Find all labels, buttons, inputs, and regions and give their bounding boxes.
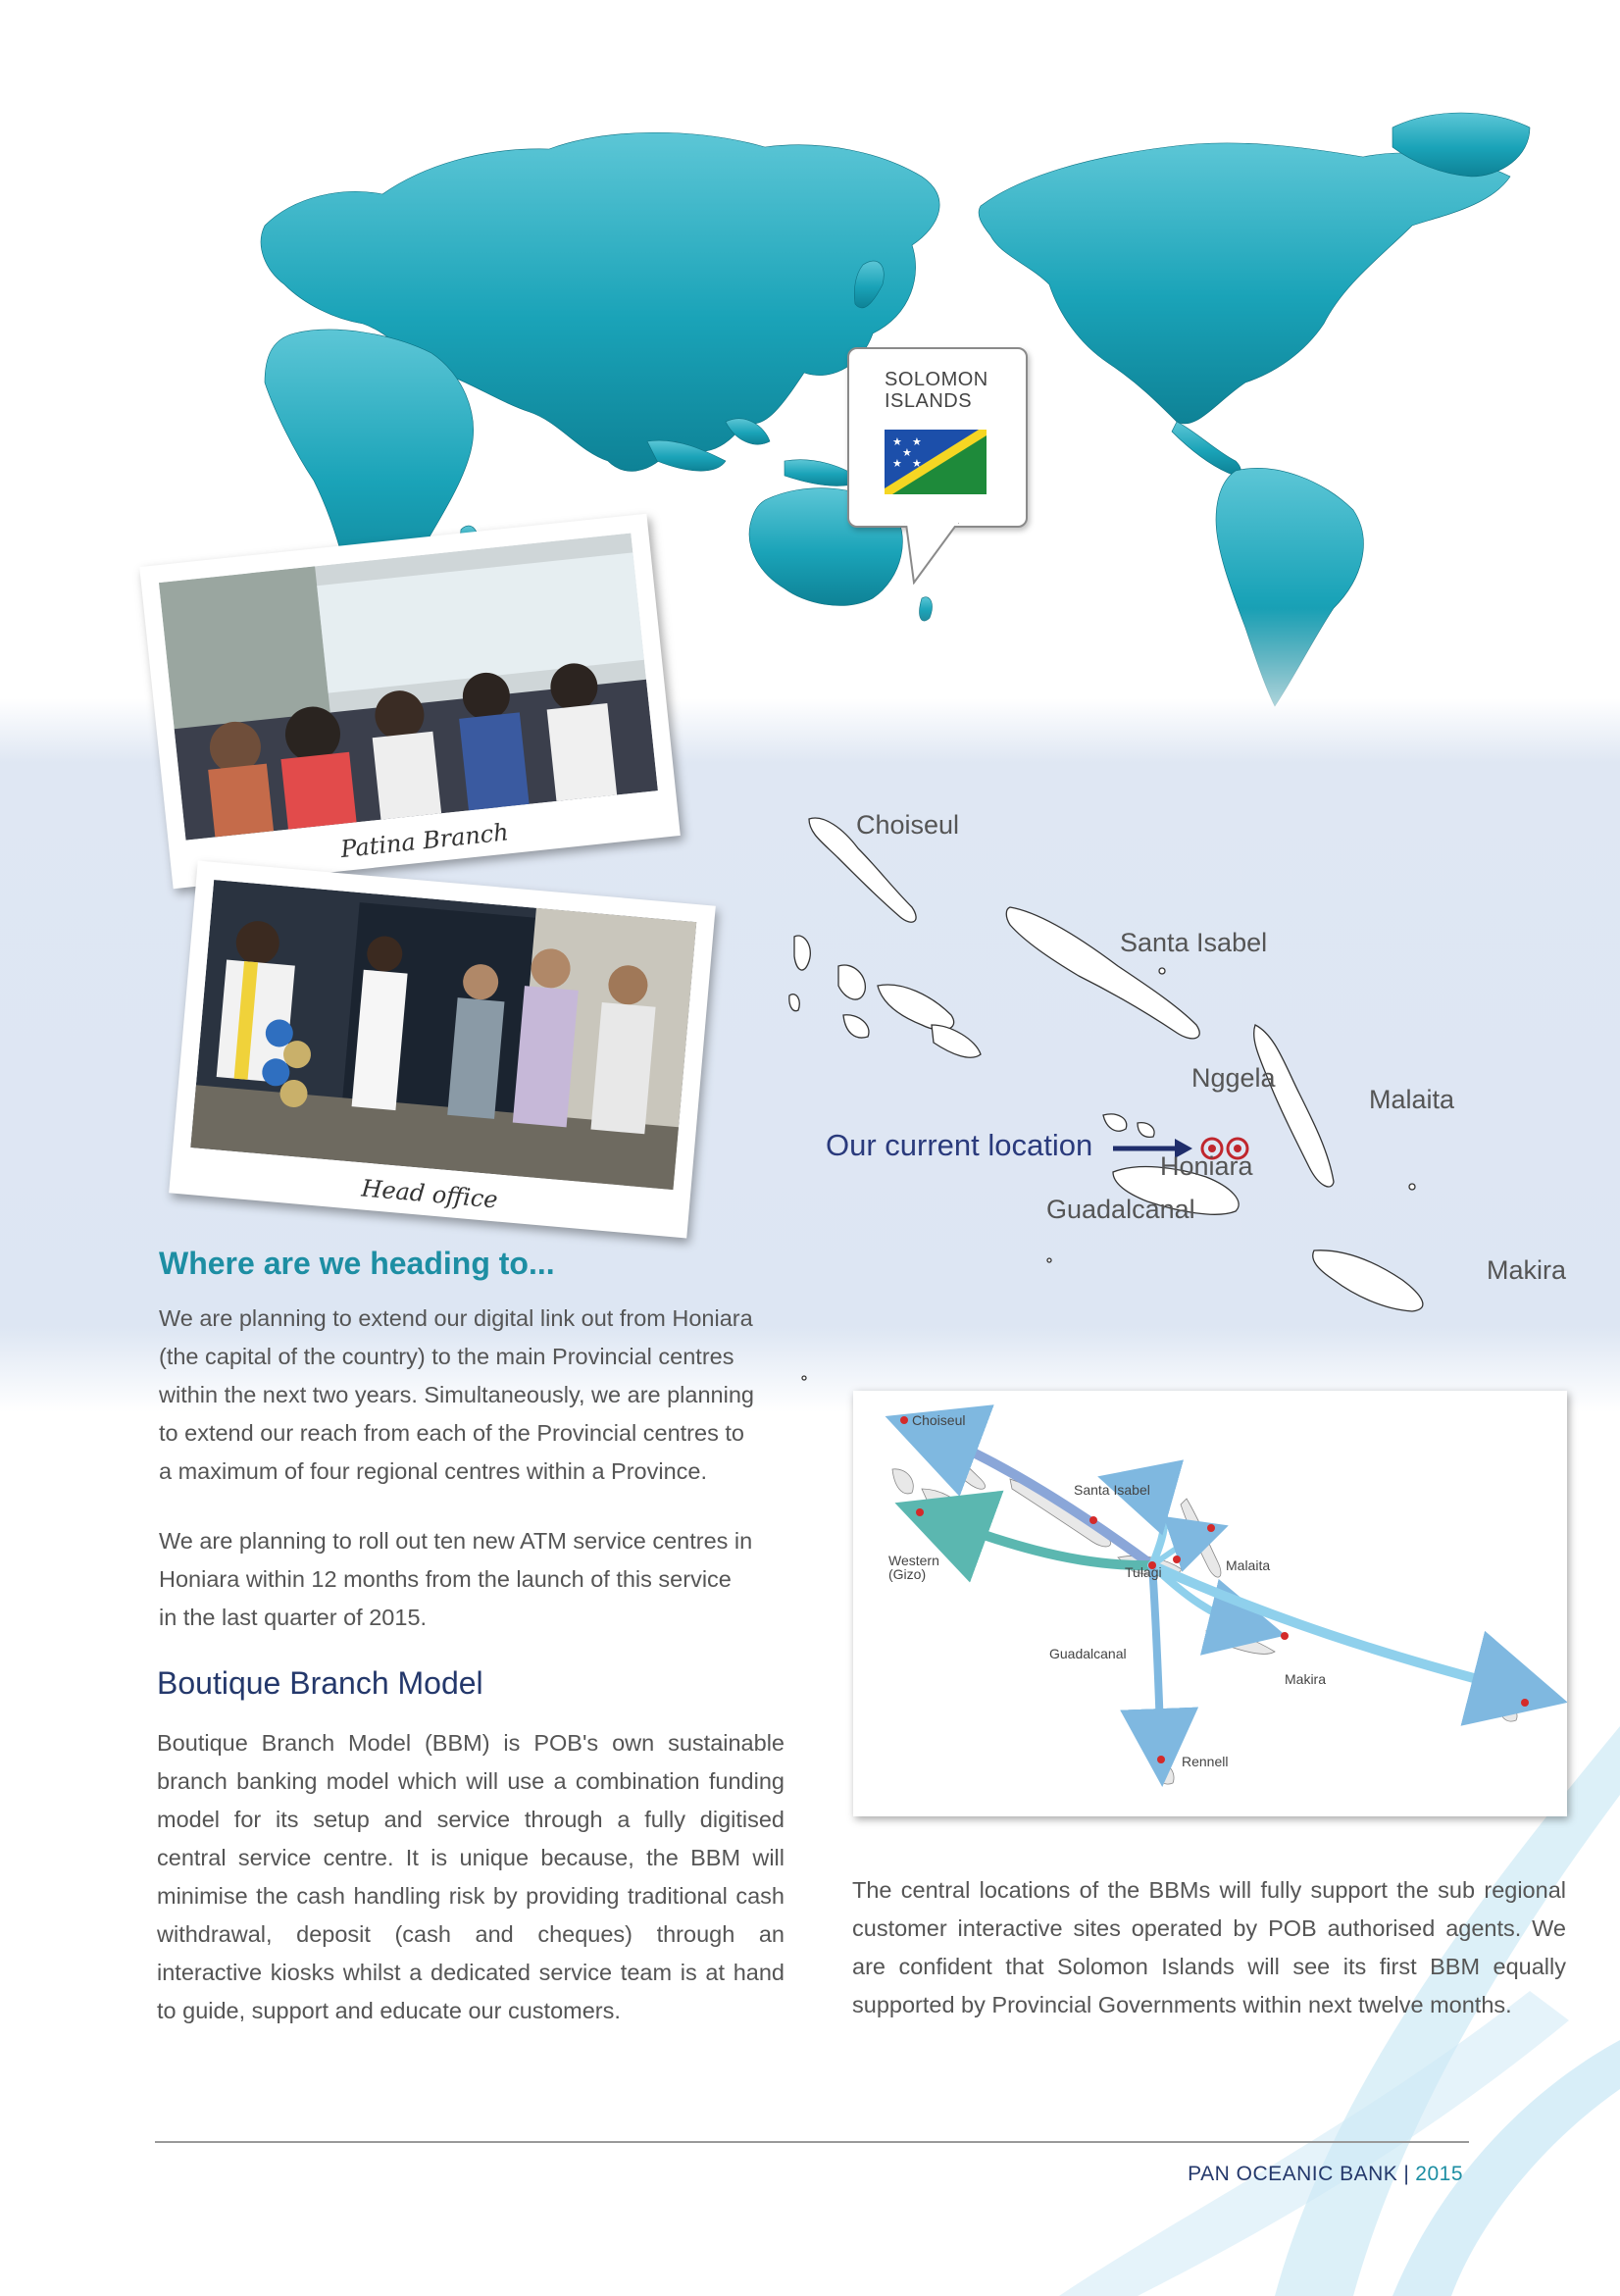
footer-divider	[155, 2141, 1469, 2143]
text-line: We are planning to roll out ten new ATM service centres in	[159, 1528, 753, 1554]
label-santa-isabel: Santa Isabel	[1120, 928, 1268, 957]
section-heading-where-heading: Where are we heading to...	[159, 1246, 555, 1281]
svg-text:★: ★	[902, 446, 912, 459]
bbm-network-diagram	[853, 1391, 1567, 1816]
diagram-label-gizo: (Gizo)	[888, 1566, 927, 1582]
svg-text:★: ★	[912, 435, 922, 448]
paragraph-digital-link	[159, 1300, 806, 1491]
svg-text:★: ★	[912, 457, 922, 470]
paragraph-bbm: Boutique Branch Model (BBM) is POB's own sustainable branch banking model which will use a combination funding model for its setup and service through a fully digitised central service centre. It is unique because, the BBM will minimise the cash handling risk by providing traditional cash withdrawal, deposit (cash and cheques) through an interactive kiosks whilst a dedicated service team is at hand to guide, support and educate our customers.	[157, 1730, 785, 2023]
photo-patina-branch	[139, 514, 681, 890]
diagram-label-rennell: Rennell	[1182, 1754, 1229, 1769]
diagram-label-makira: Makira	[1285, 1671, 1327, 1687]
callout-line-1: SOLOMON	[885, 369, 988, 390]
diagram-label-santa-isabel: Santa Isabel	[1074, 1482, 1150, 1498]
paragraph-central-locations: The central locations of the BBMs will fully support the sub regional customer interactive sites operated by POB authorised agents. We are confident that Solomon Islands will see its first BBM equally supported by Provincial Governments within next twelve months.	[852, 1877, 1566, 2017]
head-office-image	[190, 880, 696, 1190]
callout-pointer	[902, 522, 961, 585]
diagram-label-guadalcanal: Guadalcanal	[1049, 1646, 1127, 1661]
label-honiara: Honiara	[1160, 1151, 1253, 1181]
label-guadalcanal: Guadalcanal	[1046, 1195, 1195, 1224]
svg-text:★: ★	[892, 457, 902, 470]
current-location-label: Our current location	[826, 1128, 1093, 1162]
paragraph-atm-rollout	[159, 1522, 806, 1637]
solomon-islands-flag-icon	[885, 430, 987, 494]
photo-caption-patina: Patina Branch	[339, 818, 510, 864]
footer-separator: |	[1403, 2163, 1410, 2185]
solomon-islands-map	[785, 790, 1620, 1398]
diagram-label-western: Western	[888, 1553, 939, 1568]
photo-caption-head-office: Head office	[360, 1174, 499, 1214]
patina-branch-image	[159, 534, 658, 841]
text-line: (the capital of the country) to the main Provincial centres	[159, 1344, 734, 1369]
callout-line-2: ISLANDS	[885, 390, 973, 412]
text-line: in the last quarter of 2015.	[159, 1605, 428, 1630]
callout-country-name	[885, 369, 1012, 412]
diagram-label-malaita: Malaita	[1226, 1557, 1271, 1573]
photo-head-office	[169, 861, 716, 1239]
text-line: a maximum of four regional centres within a Province.	[159, 1458, 708, 1484]
text-line: We are planning to extend our digital link out from Honiara	[159, 1305, 753, 1331]
page-footer	[1079, 2163, 1463, 2186]
label-choiseul: Choiseul	[856, 810, 960, 840]
svg-text:★: ★	[892, 435, 902, 448]
section-heading-boutique-branch: Boutique Branch Model	[157, 1665, 483, 1701]
diagram-label-tulagi: Tulagi	[1125, 1564, 1162, 1580]
text-line: within the next two years. Simultaneously, we are planning	[159, 1382, 754, 1407]
footer-brand: PAN OCEANIC BANK	[1188, 2163, 1398, 2185]
diagram-label-choiseul: Choiseul	[912, 1412, 966, 1428]
label-nggela: Nggela	[1191, 1063, 1276, 1093]
label-malaita: Malaita	[1369, 1085, 1455, 1114]
text-line: to extend our reach from each of the Provincial centres to	[159, 1420, 744, 1446]
footer-year: 2015	[1415, 2163, 1463, 2185]
label-makira: Makira	[1487, 1255, 1567, 1285]
text-line: Honiara within 12 months from the launch of this service	[159, 1566, 732, 1592]
